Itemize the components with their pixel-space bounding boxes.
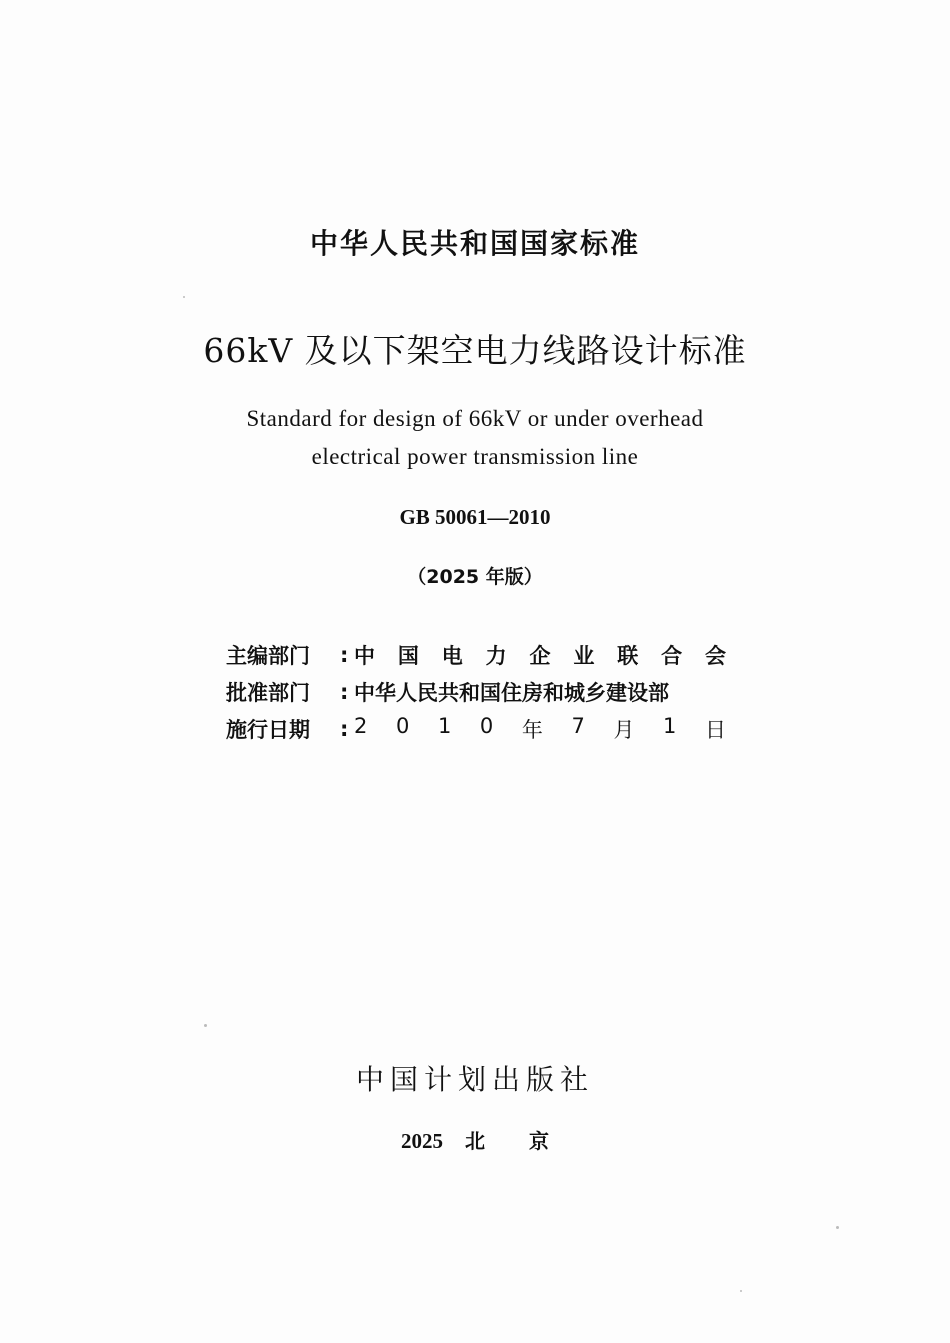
english-title-line-2: electrical power transmission line [311, 444, 639, 469]
editor-char: 联 [617, 643, 639, 668]
approver-label: 批准部门 [226, 680, 310, 705]
date-char: 2 [354, 713, 368, 738]
colon: : [340, 642, 349, 667]
approver-value: 中华人民共和国住房和城乡建设部 [354, 680, 669, 705]
national-standard-heading: 中华人民共和国国家标准 [309, 227, 640, 260]
editor-char: 业 [573, 643, 595, 668]
english-title-line-1: Standard for design of 66kV or under overhead [246, 406, 704, 431]
date-char: 0 [395, 713, 410, 738]
standard-title-chinese: 66kV 及以下架空电力线路设计标准 [203, 331, 747, 370]
editor-char: 中 [354, 643, 375, 668]
date-char: 年 [521, 717, 543, 742]
editor-value [354, 640, 726, 670]
standard-title-english [0, 400, 950, 476]
effective-date-value [354, 714, 726, 744]
edition-label: （2025 年版） [407, 566, 543, 588]
date-char: 1 [437, 713, 452, 738]
editor-row [226, 636, 726, 673]
editor-char: 会 [705, 643, 726, 668]
colon: : [340, 716, 349, 741]
publisher-name: 中国计划出版社 [355, 1063, 594, 1096]
date-char: 7 [571, 713, 585, 738]
date-char: 月 [613, 717, 635, 742]
editor-char: 企 [529, 643, 551, 668]
publication-place [0, 1125, 950, 1154]
effective-date-row [226, 710, 726, 747]
city-char: 京 [529, 1129, 549, 1153]
standard-info-block [226, 636, 726, 747]
publication-year: 2025 [401, 1129, 443, 1153]
editor-char: 国 [397, 643, 419, 668]
editor-char: 电 [441, 643, 463, 668]
standard-code: GB 50061—2010 [399, 505, 551, 529]
editor-char: 合 [661, 643, 683, 668]
editor-label: 主编部门 [226, 643, 310, 668]
city-char: 北 [465, 1129, 485, 1153]
scan-speck [836, 1226, 839, 1229]
scan-speck [183, 296, 185, 298]
colon: : [340, 679, 349, 704]
editor-char: 力 [485, 643, 507, 668]
date-char: 日 [705, 717, 726, 742]
effective-date-label: 施行日期 [226, 717, 310, 742]
approver-row [226, 673, 726, 710]
date-char: 1 [663, 713, 677, 738]
scan-speck [204, 1024, 207, 1027]
date-char: 0 [479, 713, 494, 738]
scan-speck [740, 1290, 742, 1292]
